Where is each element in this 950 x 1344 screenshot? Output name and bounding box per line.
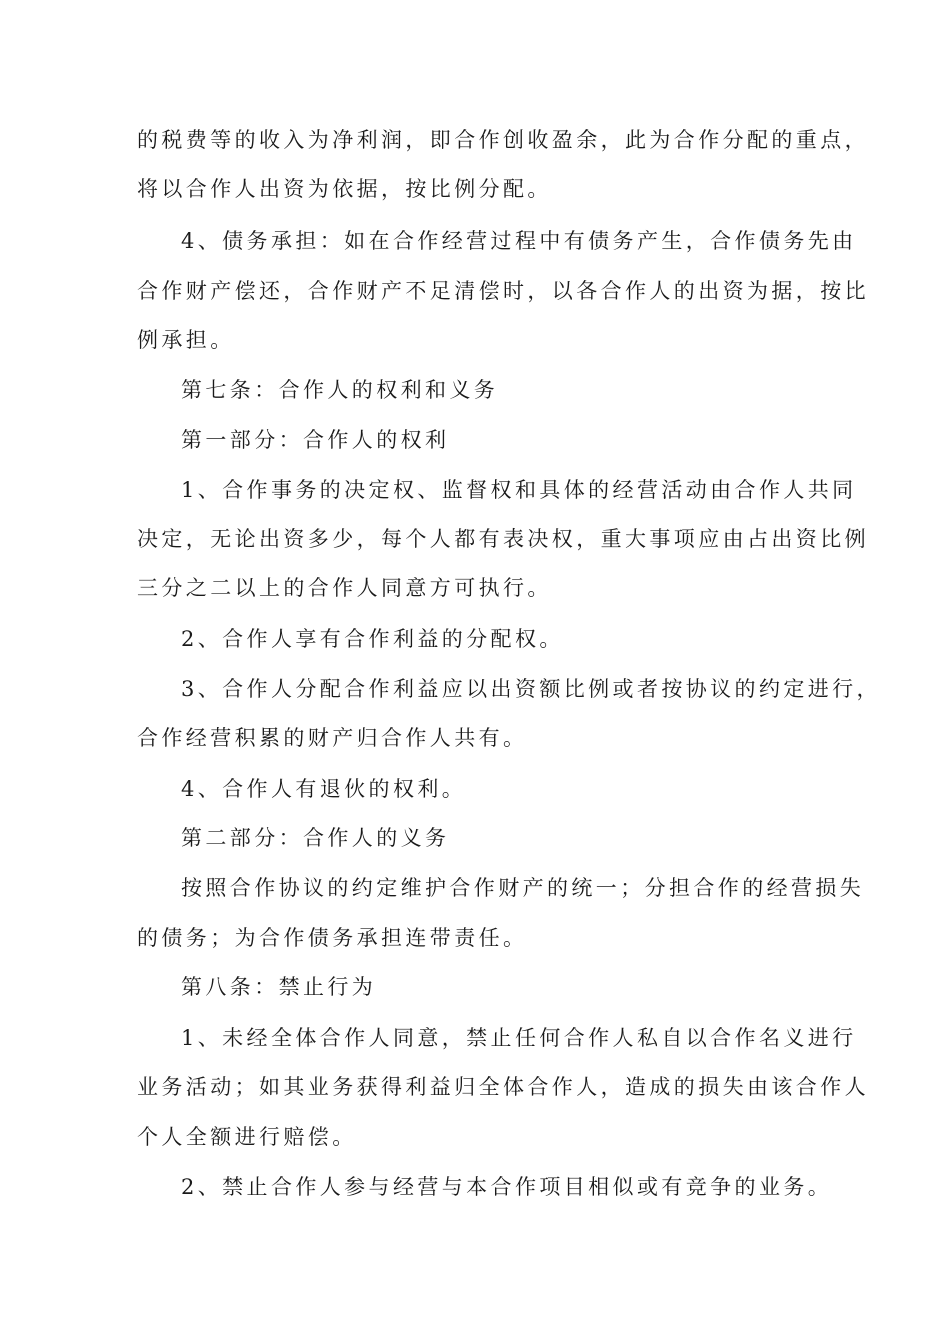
- body-text-line: 决定，无论出资多少，每个人都有表决权，重大事项应由占出资比例: [137, 527, 869, 551]
- body-text-line: 的债务；为合作债务承担连带责任。: [137, 926, 528, 950]
- body-text-line: 业务活动；如其业务获得利益归全体合作人，造成的损失由该合作人: [137, 1075, 869, 1099]
- paragraph-line: 2、禁止合作人参与经营与本合作项目相似或有竞争的业务。: [181, 1175, 833, 1199]
- paragraph-line: 2、合作人享有合作利益的分配权。: [181, 627, 564, 651]
- body-text-line: 将以合作人出资为依据，按比例分配。: [137, 177, 552, 201]
- body-text-line: 合作财产偿还，合作财产不足清偿时，以各合作人的出资为据，按比: [137, 279, 869, 303]
- subsection-heading: 第一部分：合作人的权利: [181, 428, 450, 452]
- body-text-line: 例承担。: [137, 328, 235, 352]
- paragraph-line: 按照合作协议的约定维护合作财产的统一；分担合作的经营损失: [181, 876, 865, 900]
- paragraph-line: 1、合作事务的决定权、监督权和具体的经营活动由合作人共同: [181, 478, 857, 502]
- section-heading: 第八条：禁止行为: [181, 975, 377, 999]
- body-text-line: 合作经营积累的财产归合作人共有。: [137, 726, 528, 750]
- body-text-line: 的税费等的收入为净利润，即合作创收盈余，此为合作分配的重点，: [137, 128, 869, 152]
- body-text-line: 三分之二以上的合作人同意方可执行。: [137, 576, 552, 600]
- paragraph-line: 3、合作人分配合作利益应以出资额比例或者按协议的约定进行，: [181, 677, 881, 701]
- paragraph-line: 1、未经全体合作人同意，禁止任何合作人私自以合作名义进行: [181, 1026, 857, 1050]
- subsection-heading: 第二部分：合作人的义务: [181, 826, 450, 850]
- section-heading: 第七条：合作人的权利和义务: [181, 378, 499, 402]
- body-text-line: 个人全额进行赔偿。: [137, 1125, 357, 1149]
- paragraph-line: 4、债务承担：如在合作经营过程中有债务产生，合作债务先由: [181, 229, 857, 253]
- paragraph-line: 4、合作人有退伙的权利。: [181, 777, 467, 801]
